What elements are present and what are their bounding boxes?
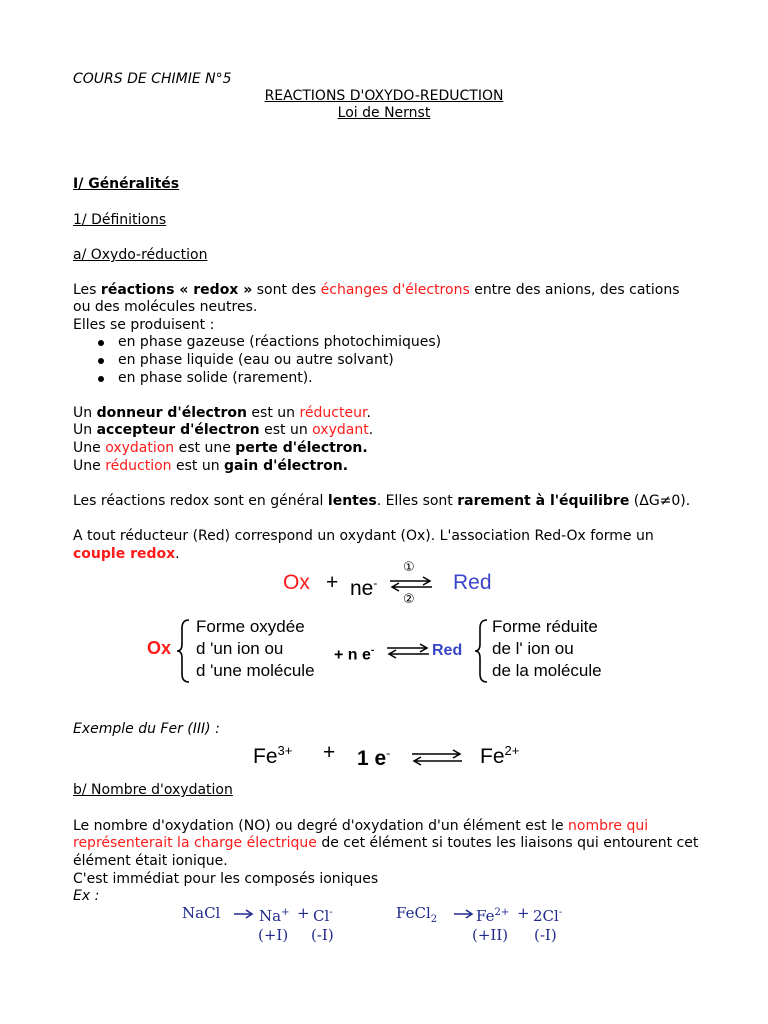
reduced-form-line: Forme réduite [492,617,598,636]
equation3-fecl2: FeCl$_2$ [396,904,438,925]
paragraph-couple-line1: A tout réducteur (Red) correspond un oxydant (Ox). L'association Red-Ox forme un [73,528,654,544]
circled-two-icon: ② [403,592,415,607]
definition-oxidation: Une oxydation est une perte d'électron. [73,440,368,456]
course-label: COURS DE CHIMIE N°5 [73,71,232,87]
equation1-plus: + [326,571,339,594]
oxidized-form-line: d 'une molécule [196,661,315,680]
definition-acceptor: Un accepteur d'électron est un oxydant. [73,422,374,438]
equation3-fe-ion: $Fe^{2+}$ [476,907,510,925]
paragraph-no-line1: Le nombre d'oxydation (NO) ou degré d'oxydation d'un élément est le nombre qui [73,818,649,834]
equation3-plus: + [297,904,310,922]
bullet-item: en phase liquide (eau ou autre solvant) [118,352,394,368]
oxidation-number-fe: (+II) [472,926,509,944]
example-fe2: $Fe^{2+}$ [480,743,520,768]
bullet-item: en phase solide (rarement). [118,370,313,386]
paragraph-redox-line2: ou des molécules neutres. [73,299,258,315]
bullet-item: en phase gazeuse (réactions photochimiques) [118,334,442,350]
equation1-red: Red [453,571,492,594]
example-plus: + [323,741,336,764]
example-electron: 1 e- [357,746,391,770]
equation3-cl-ion: Cl- [313,907,333,925]
reduced-form-line: de l' ion ou [492,639,574,658]
subsection-definitions: 1/ Définitions [73,212,167,228]
paragraph-slow-reactions: Les réactions redox sont en général lentes. Elles sont rarement à l'équilibre (ΔG≠0). [73,493,691,509]
equilibrium-arrow-icon [385,643,431,659]
left-brace-icon [474,618,490,684]
paragraph-couple-line2: couple redox. [73,546,180,562]
bullet-icon [98,376,104,382]
subsection-oxidation-number: b/ Nombre d'oxydation [73,782,233,798]
definition-reduction: Une réduction est un gain d'électron. [73,458,349,474]
equation2-electrons: + n e- [334,645,375,664]
equation3-2cl-ion: 2Cl- [533,907,563,925]
oxidation-number-cl: (-I) [534,926,557,944]
definition-donor: Un donneur d'électron est un réducteur. [73,405,371,421]
equation3-plus: + [517,904,530,922]
equation2-red: Red [432,642,463,659]
document-subtitle: Loi de Nernst [337,105,431,121]
paragraph-no-line2: représenterait la charge électrique de cet élément si toutes les liaisons qui entourent cet [73,835,699,851]
example-ex-label: Ex : [73,888,100,904]
oxidized-form-line: d 'un ion ou [196,639,284,658]
oxidized-form-line: Forme oxydée [196,617,305,636]
paragraph-no-line3: élément était ionique. [73,853,228,869]
reduced-form-line: de la molécule [492,661,602,680]
equation2-ox: Ox [147,638,172,658]
equilibrium-arrow-icon [410,749,464,767]
equation3-na-ion: Na+ [259,907,290,925]
example-label: Exemple du Fer (III) : [73,721,220,737]
example-fe3: $Fe^{3+}$ [253,743,293,768]
circled-one-icon: ① [403,560,415,575]
equation3-nacl: NaCl [182,904,221,922]
reaction-arrow-icon [233,908,255,920]
equilibrium-arrow-icon [388,576,434,592]
equation1-electrons: ne- [350,576,378,600]
bullet-icon [98,340,104,346]
subsection-oxydo-reduction: a/ Oxydo-réduction [73,247,208,263]
oxidation-number-na: (+I) [258,926,289,944]
paragraph-no-line4: C'est immédiat pour les composés ioniques [73,871,379,887]
reaction-arrow-icon [453,908,475,920]
paragraph-redox-line1: Les réactions « redox » sont des échanges d'électrons entre des anions, des cations [73,282,680,298]
document-title: REACTIONS D'OXYDO-REDUCTION [264,88,504,104]
equation1-ox: Ox [283,571,310,594]
oxidation-number-cl: (-I) [311,926,334,944]
paragraph-redox-line3: Elles se produisent : [73,317,215,333]
left-brace-icon [176,618,192,684]
bullet-icon [98,358,104,364]
section-heading: I/ Généralités [73,176,180,192]
